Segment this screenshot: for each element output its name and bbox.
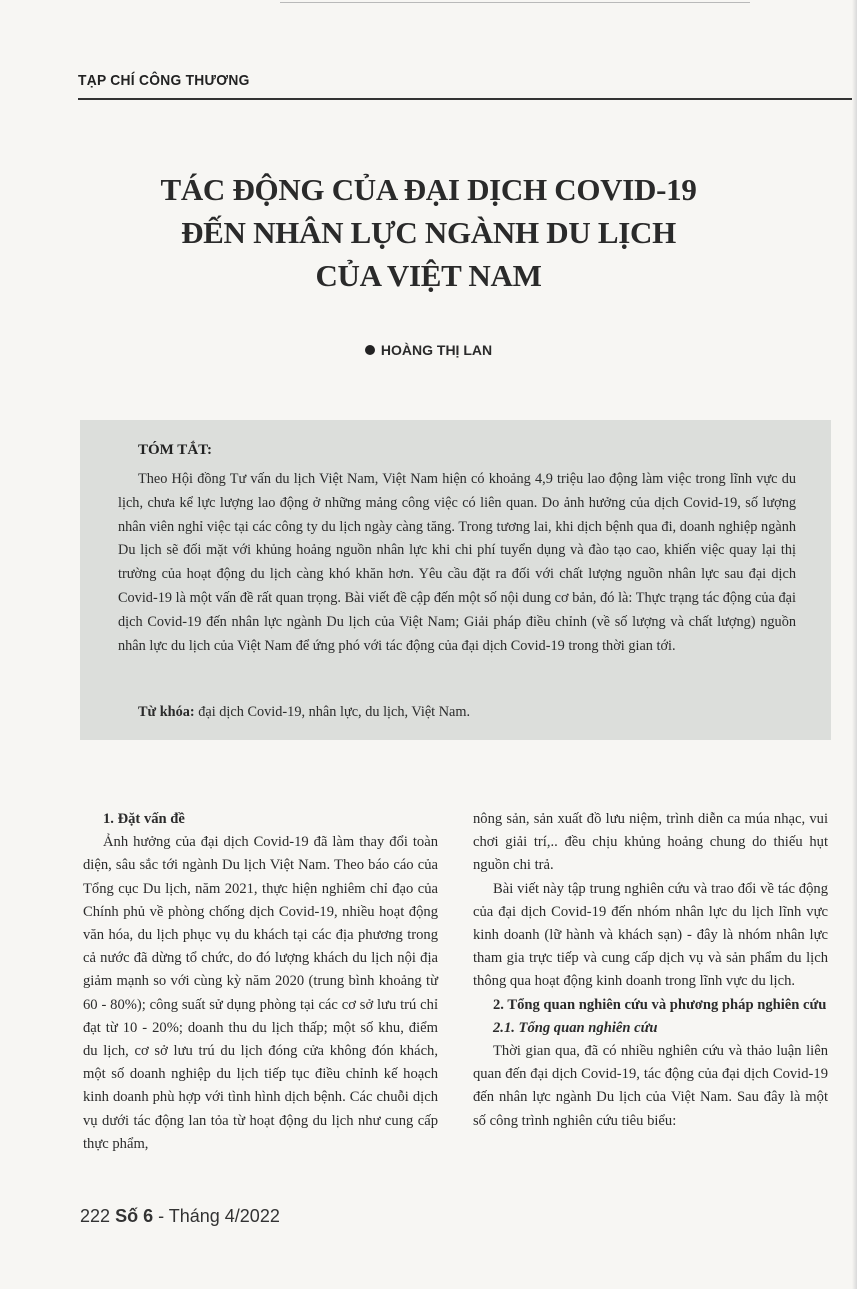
paragraph: Bài viết này tập trung nghiên cứu và trao đổi về tác động của đại dịch Covid-19 đến nhóm nhân lực du lịch lĩnh vực kinh doanh (lữ hành và khách sạn) - đây là nhóm nhân lực tham gia trực tiếp và cung cấp dịch vụ và sản phẩm du lịch thông qua hoạt động kinh doanh trong lĩnh vực du lịch. (473, 880, 828, 990)
body-column-left (83, 808, 438, 1156)
author-name: HOÀNG THỊ LAN (380, 342, 493, 358)
keywords-list: đại dịch Covid-19, nhân lực, du lịch, Việt Nam. (194, 704, 471, 720)
title-line-3: CỦA VIỆT NAM (315, 258, 542, 293)
title-line-2: ĐẾN NHÂN LỰC NGÀNH DU LỊCH (181, 215, 676, 250)
paragraph: Thời gian qua, đã có nhiều nghiên cứu và thảo luận liên quan đến đại dịch Covid-19, tác động của đại dịch Covid-19 đến nhân lực ngành Du lịch của Việt Nam. Sau đây là một số công trình nghiên cứu tiêu biểu: (473, 1043, 828, 1129)
abstract-text: Theo Hội đồng Tư vấn du lịch Việt Nam, Việt Nam hiện có khoảng 4,9 triệu lao động làm việc trong lĩnh vực du lịch, chưa kể lực lượng lao động ở những mảng công việc có liên quan. Do ảnh hưởng của dịch Covid-19, số lượng nhân viên nghỉ việc tại các công ty du lịch ngày càng tăng. Trong tương lai, khi dịch bệnh qua đi, doanh nghiệp ngành Du lịch sẽ đối mặt với khủng hoảng nguồn nhân lực khi chi phí tuyển dụng và đào tạo cao, khiến việc quay lại thị trường của hoạt động du lịch càng khó khăn hơn. Yêu cầu đặt ra đối với chất lượng nguồn nhân lực sau đại dịch Covid-19 là một vấn đề rất quan trọng. Bài viết đề cập đến một số nội dung cơ bản, đó là: Thực trạng tác động của đại dịch Covid-19 đến nhân lực ngành Du lịch của Việt Nam; Giải pháp điều chỉnh (về số lượng và chất lượng) nguồn nhân lực du lịch của Việt Nam để ứng phó với tác động của đại dịch Covid-19 trong thời gian tới. (118, 471, 796, 654)
keywords-label: Từ khóa: (138, 704, 195, 720)
issue-number: Số 6 (115, 1206, 154, 1226)
section-2-heading: 2. Tổng quan nghiên cứu và phương pháp nghiên cứu (493, 996, 827, 1013)
section-1-heading: 1. Đặt vấn đề (103, 811, 185, 827)
issue-date: - Tháng 4/2022 (153, 1206, 280, 1226)
page-footer (80, 1206, 280, 1227)
abstract-heading: TÓM TẮT: (138, 442, 213, 458)
subsection-2-1-heading: 2.1. Tổng quan nghiên cứu (493, 1019, 658, 1036)
paragraph: nông sản, sản xuất đồ lưu niệm, trình diễn ca múa nhạc, vui chơi giải trí,.. đều chịu khủng hoảng chung do thiếu hụt nguồn chi trả. (473, 811, 828, 874)
title-line-1: TÁC ĐỘNG CỦA ĐẠI DỊCH COVID-19 (160, 172, 697, 207)
top-edge-rule (280, 2, 750, 3)
header-rule (78, 98, 857, 100)
author-line (0, 342, 857, 358)
body-column-right (473, 808, 828, 1133)
article-title (60, 168, 797, 297)
paragraph: Ảnh hưởng của đại dịch Covid-19 đã làm thay đổi toàn diện, sâu sắc tới ngành Du lịch Việt Nam. Theo báo cáo của Tổng cục Du lịch, năm 2021, thực hiện nghiêm chỉ đạo của Chính phủ về phòng chống dịch Covid-19, nhiều hoạt động văn hóa, du lịch phục vụ du khách tại các địa phương trong cả nước đã dừng tổ chức, do đó lượng khách du lịch nội địa giảm mạnh so với cùng kỳ năm 2020 (trung bình khoảng từ 60 - 80%); công suất sử dụng phòng tại các cơ sở lưu trú chỉ đạt từ 10 - 20%; doanh thu du lịch thấp; một số khu, điểm du lịch, cơ sở lưu trú du lịch đóng cửa không đón khách, một số doanh nghiệp du lịch tiếp tục điều chỉnh kế hoạch kinh doanh phù hợp với tình hình dịch bệnh. Các chuỗi dịch vụ dưới tác động lan tỏa từ hoạt động du lịch như cung cấp thực phẩm, (83, 834, 438, 1152)
page-number: 222 (80, 1206, 111, 1226)
bullet-icon (365, 345, 375, 355)
journal-name: TẠP CHÍ CÔNG THƯƠNG (78, 72, 250, 89)
keywords (138, 704, 470, 721)
page-edge-shadow (852, 0, 857, 1289)
